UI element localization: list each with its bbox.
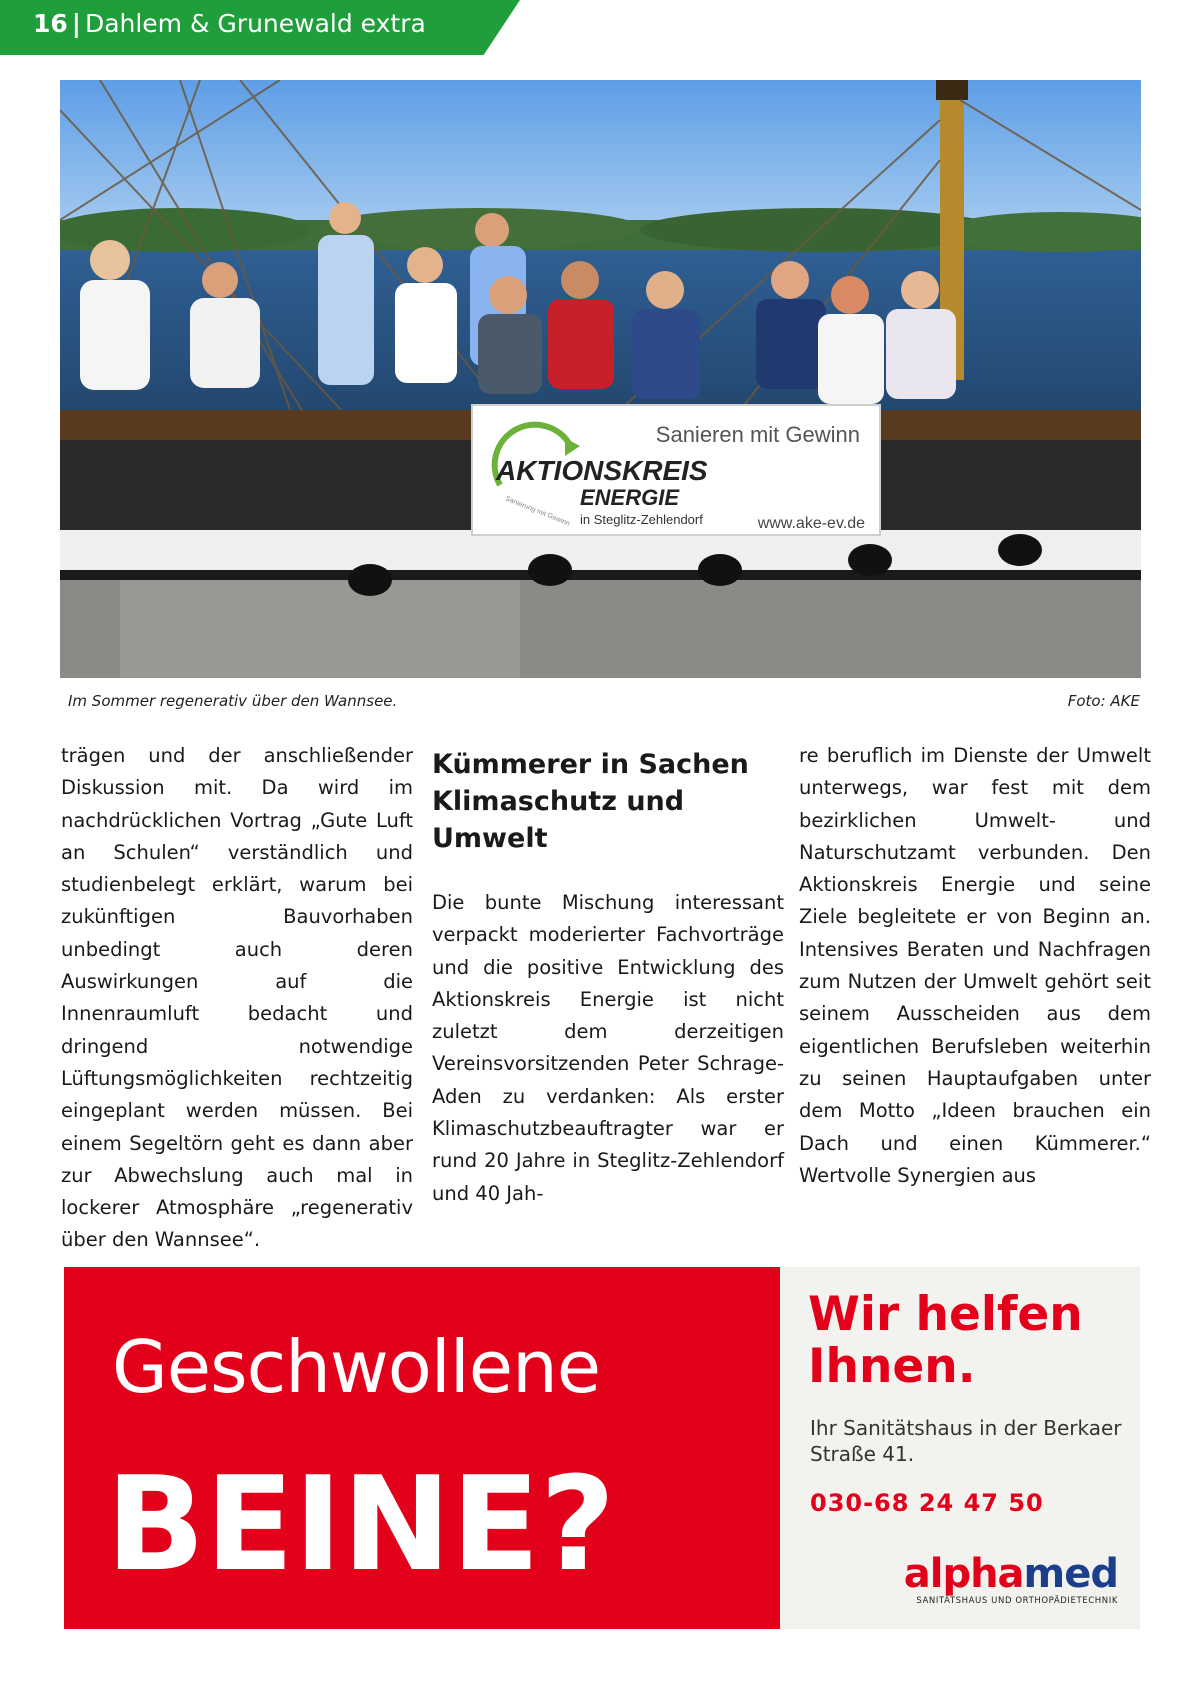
photo-credit: Foto: AKE bbox=[1067, 692, 1140, 710]
banner-url: www.ake-ev.de bbox=[757, 515, 865, 532]
banner-location: in Steglitz-Zehlendorf bbox=[580, 512, 703, 527]
ad-headline-word-1: Geschwollene bbox=[112, 1325, 600, 1409]
article-subheading: Kümmerer in Sachen Klimaschutz und Umwelt bbox=[432, 749, 749, 854]
banner bbox=[472, 405, 880, 535]
page-number: 16 bbox=[33, 9, 68, 38]
logo-tagline: SANITÄTSHAUS UND ORTHOPÄDIETECHNIK bbox=[916, 1596, 1118, 1606]
banner-org-line2: ENERGIE bbox=[580, 485, 680, 510]
article-column-1 bbox=[61, 740, 413, 1257]
ad-phone-number[interactable]: 030-68 24 47 50 bbox=[810, 1489, 1044, 1517]
article-column-2 bbox=[432, 740, 784, 1210]
logo-alpha: alpha bbox=[903, 1551, 1024, 1597]
ad-address: Ihr Sanitätshaus in der Berkaer Straße 41. bbox=[810, 1416, 1122, 1466]
banner-org-line1: AKTIONSKREIS bbox=[496, 455, 708, 486]
article-paragraph: Die bunte Mischung interessant verpackt moderierter Fachvorträge und die positive Entwicklung des Aktionskreis Energie ist nicht zuletzt dem derzeitigen Vereinsvorsitzenden Peter Schrage-Aden zu verdanken: Als erster Klimaschutzbeauftragter war er rund 20 Jahre in Steglitz-Zehlendorf und 40 Jah- bbox=[432, 891, 784, 1205]
alphamed-logo bbox=[904, 1552, 1118, 1606]
article-paragraph: re beruflich im Dienste der Umwelt unterwegs, war fest mit dem bezirklichen Umwelt- und Naturschutzamt verbunden. Den Aktionskreis Energie und seine Ziele begleitete er von Beginn an. Intensives Beraten und Nachfragen zum Nutzen der Umwelt gehört seit seinem Ausscheiden aus dem eigentlichen Berufsleben weiterhin zu seinen Hauptaufgaben unter dem Motto „Ideen brauchen ein Dach und einen Kümmerer.“ Wertvolle Synergien aus bbox=[799, 744, 1151, 1187]
article-column-3 bbox=[799, 740, 1151, 1192]
article-photo bbox=[60, 80, 1141, 678]
section-title: Dahlem & Grunewald extra bbox=[84, 9, 426, 38]
sailing-ship-photo-illustration bbox=[60, 80, 1141, 678]
header-separator: | bbox=[71, 9, 81, 38]
photo-caption: Im Sommer regenerativ über den Wannsee. bbox=[68, 692, 398, 710]
logo-med: med bbox=[1023, 1551, 1118, 1597]
ad-red-panel bbox=[64, 1267, 780, 1629]
advertisement[interactable] bbox=[64, 1267, 1140, 1629]
section-header bbox=[33, 9, 426, 38]
banner-arc-text: Sanierung mit Gewinn bbox=[504, 495, 571, 528]
ad-headline-word-2: BEINE? bbox=[106, 1448, 616, 1600]
ad-tagline: Wir helfen Ihnen. bbox=[808, 1287, 1083, 1394]
banner-headline: Sanieren mit Gewinn bbox=[655, 422, 860, 447]
article-paragraph: trägen und der anschließender Diskussion mit. Da wird im nachdrücklichen Vortrag „Gute Luft an Schulen“ verständlich und studienbelegt erklärt, warum bei zukünftigen Bauvorhaben unbedingt auch deren Auswirkungen auf die Innenraumluft bedacht und dringend notwendige Lüftungsmöglichkeiten rechtzeitig eingeplant werden müssen. Bei einem Segeltörn geht es dann aber zur Abwechslung auch mal in lockerer Atmosphäre „regenerativ über den Wannsee“. bbox=[61, 744, 413, 1252]
ad-info-panel bbox=[780, 1267, 1140, 1629]
